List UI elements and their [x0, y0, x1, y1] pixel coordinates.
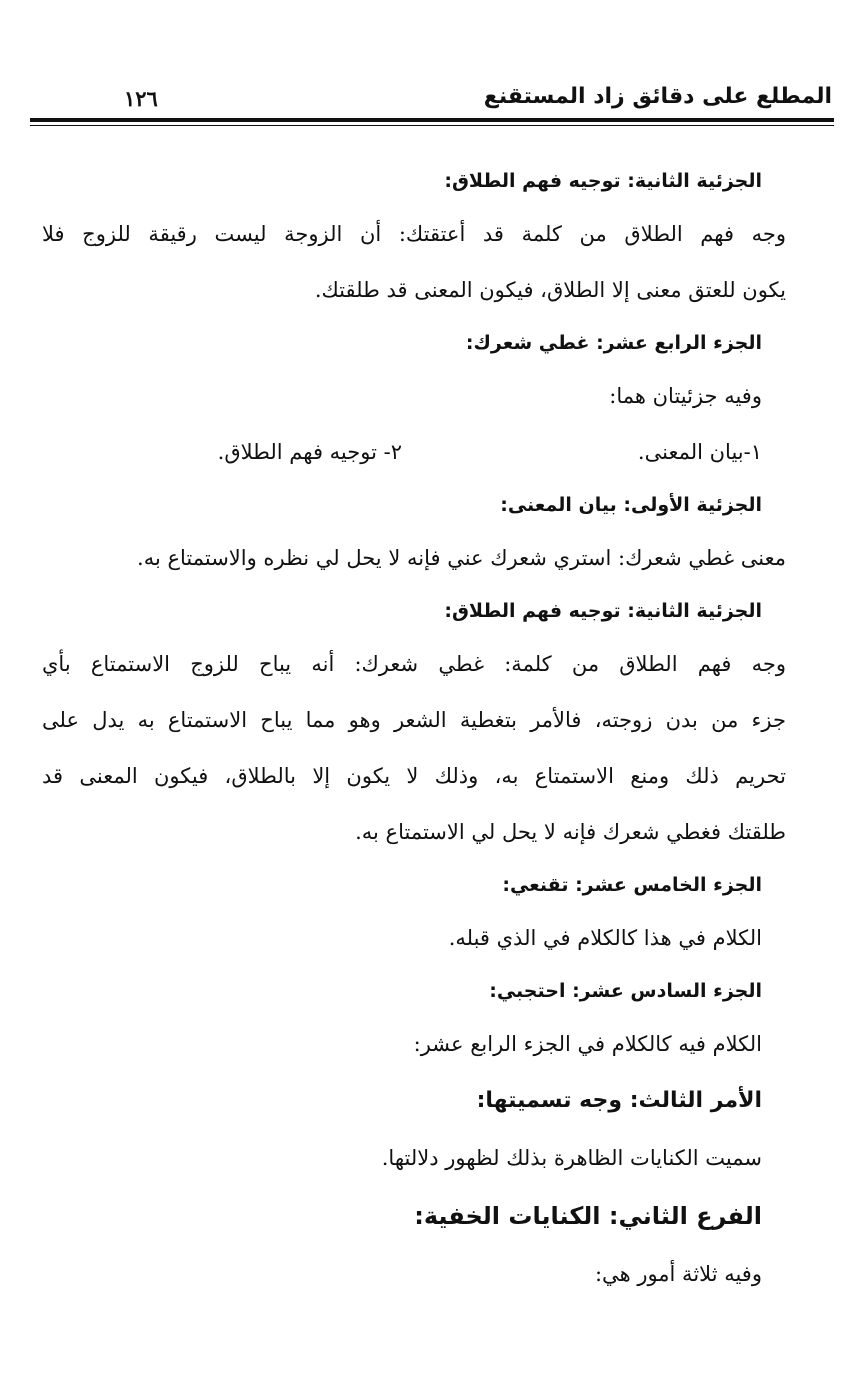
paragraph-line: وفيه جزئيتان هما:	[609, 384, 762, 408]
paragraph-line: الكلام فيه كالكلام في الجزء الرابع عشر:	[413, 1032, 762, 1056]
section-heading: الجزء السادس عشر: احتجبي:	[489, 980, 762, 1002]
paragraph-line: الكلام في هذا كالكلام في الذي قبله.	[448, 926, 762, 950]
section-heading: الجزئية الأولى: بيان المعنى:	[500, 494, 762, 516]
list-item: ٢- توجيه فهم الطلاق.	[217, 440, 402, 464]
section-heading: الجزء الخامس عشر: تقنعي:	[502, 874, 762, 896]
paragraph-line: وجه فهم الطلاق من كلمة قد أعتقتك: أن الزوجة ليست رقيقة للزوج فلا	[42, 222, 786, 246]
body-text	[42, 156, 786, 1302]
paragraph-line: سميت الكنايات الظاهرة بذلك لظهور دلالتها.	[381, 1146, 762, 1170]
paragraph-line: يكون للعتق معنى إلا الطلاق، فيكون المعنى قد طلقتك.	[314, 278, 786, 302]
list-item: ١-بيان المعنى.	[637, 440, 762, 464]
paragraph-line: جزء من بدن زوجته، فالأمر بتغطية الشعر وهو مما يباح الاستمتاع به يدل على	[42, 708, 786, 732]
numbered-list	[42, 424, 762, 480]
header-rule-thin	[30, 125, 834, 126]
page-number: ١٢٦	[124, 86, 158, 111]
section-heading: الأمر الثالث: وجه تسميتها:	[476, 1088, 762, 1113]
paragraph-line: تحريم ذلك ومنع الاستمتاع به، وذلك لا يكون إلا بالطلاق، فيكون المعنى قد	[42, 764, 786, 788]
header-rule-thick	[30, 118, 834, 122]
section-heading: الجزئية الثانية: توجيه فهم الطلاق:	[444, 600, 762, 622]
book-title: المطلع على دقائق زاد المستقنع	[483, 84, 832, 109]
paragraph-line: وجه فهم الطلاق من كلمة: غطي شعرك: أنه يباح للزوج الاستمتاع بأي	[42, 652, 786, 676]
section-heading: الجزء الرابع عشر: غطي شعرك:	[465, 332, 762, 354]
branch-heading: الفرع الثاني: الكنايات الخفية:	[414, 1202, 762, 1230]
paragraph-line: طلقتك فغطي شعرك فإنه لا يحل لي الاستمتاع به.	[355, 820, 786, 844]
section-heading: الجزئية الثانية: توجيه فهم الطلاق:	[444, 170, 762, 192]
running-header	[32, 82, 832, 118]
paragraph-line: وفيه ثلاثة أمور هي:	[594, 1262, 762, 1286]
paragraph-line: معنى غطي شعرك: استري شعرك عني فإنه لا يحل لي نظره والاستمتاع به.	[137, 546, 786, 570]
